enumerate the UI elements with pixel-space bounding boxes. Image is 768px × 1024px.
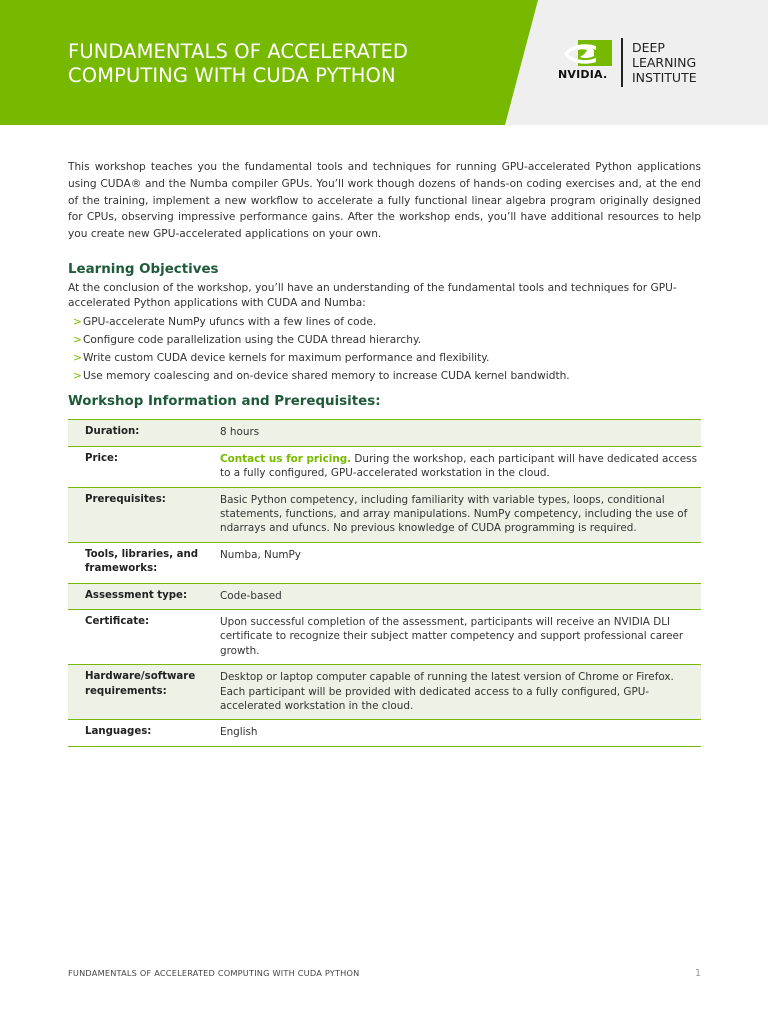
workshop-info-heading: Workshop Information and Prerequisites:	[68, 394, 381, 410]
row-label: Languages:	[68, 720, 220, 746]
table-row	[68, 420, 701, 446]
list-item	[68, 367, 701, 385]
row-value: Upon successful completion of the assessment, participants will receive an NVIDIA DLI certificate to recognize their subject matter competency and support professional career growth.	[220, 610, 701, 665]
workshop-info-table	[68, 419, 701, 747]
row-label: Tools, libraries, and frameworks:	[68, 542, 220, 583]
institute-line-1: DEEP	[632, 40, 665, 55]
row-value: Code-based	[220, 583, 701, 609]
table-row	[68, 446, 701, 487]
bullet-chevron-icon: >	[73, 370, 82, 383]
institute-name	[632, 40, 697, 85]
table-row	[68, 542, 701, 583]
main-content	[68, 159, 701, 747]
bullet-chevron-icon: >	[73, 352, 82, 365]
row-value	[220, 446, 701, 487]
contact-pricing-link[interactable]: Contact us for pricing.	[220, 452, 352, 465]
table-row	[68, 720, 701, 746]
learning-objectives-heading: Learning Objectives	[68, 261, 219, 277]
objective-text: GPU-accelerate NumPy ufuncs with a few lines of code.	[83, 316, 377, 329]
table-row	[68, 665, 701, 720]
row-label: Certificate:	[68, 610, 220, 665]
page-number: 1	[694, 968, 701, 979]
row-value: 8 hours	[220, 420, 701, 446]
intro-paragraph: This workshop teaches you the fundamental tools and techniques for running GPU-accelerated Python applications using CUDA® and the Numba compiler GPUs. You’ll work though dozens of hands-on coding exercises and, at the end of the training, implement a new workflow to accelerate a fully functional linear algebra program originally designed for CPUs, observing impressive performance gains. After the workshop ends, you’ll have additional resources to help you create new GPU-accelerated applications on your own.	[68, 161, 701, 241]
objective-text: Use memory coalescing and on-device shared memory to increase CUDA kernel bandwidth.	[83, 370, 570, 383]
document-title	[68, 40, 508, 88]
list-item	[68, 313, 701, 331]
institute-line-2: LEARNING	[632, 55, 697, 70]
objective-text: Write custom CUDA device kernels for maximum performance and flexibility.	[83, 352, 490, 365]
row-label: Price:	[68, 446, 220, 487]
logo-divider	[621, 38, 623, 87]
objectives-list	[68, 313, 701, 385]
table-row	[68, 583, 701, 609]
row-value: Basic Python competency, including familiarity with variable types, loops, conditional statements, functions, and array manipulations. NumPy competency, including the use of ndarrays and ufuncs. No previous knowledge of CUDA programming is required.	[220, 487, 701, 542]
row-label: Assessment type:	[68, 583, 220, 609]
row-value: Desktop or laptop computer capable of running the latest version of Chrome or Firefox. Each participant will be provided with dedicated access to a fully configured, GPU-accelerated workstation in the cloud.	[220, 665, 701, 720]
title-line-1: FUNDAMENTALS OF ACCELERATED	[68, 40, 409, 63]
objective-text: Configure code parallelization using the CUDA thread hierarchy.	[83, 334, 422, 347]
list-item	[68, 331, 701, 349]
page-footer	[68, 968, 701, 982]
row-label: Prerequisites:	[68, 487, 220, 542]
row-label: Hardware/software requirements:	[68, 665, 220, 720]
row-label: Duration:	[68, 420, 220, 446]
institute-line-3: INSTITUTE	[632, 70, 697, 85]
row-value: Numba, NumPy	[220, 542, 701, 583]
title-line-2: COMPUTING WITH CUDA PYTHON	[68, 64, 396, 87]
bullet-chevron-icon: >	[73, 334, 82, 347]
nvidia-wordmark: NVIDIA.	[558, 68, 608, 81]
learning-objectives-lead: At the conclusion of the workshop, you’ll have an understanding of the fundamental tools and techniques for GPU-accelerated Python applications with CUDA and Numba:	[68, 281, 677, 310]
list-item	[68, 349, 701, 367]
header-banner	[0, 0, 768, 125]
bullet-chevron-icon: >	[73, 316, 82, 329]
row-value: English	[220, 720, 701, 746]
footer-title: FUNDAMENTALS OF ACCELERATED COMPUTING WITH CUDA PYTHON	[68, 968, 360, 978]
table-row	[68, 487, 701, 542]
table-row	[68, 610, 701, 665]
price-description: During the workshop, each participant will have dedicated access to a fully configured, GPU-accelerated workstation in the cloud.	[220, 452, 697, 480]
nvidia-dli-logo	[556, 38, 706, 88]
